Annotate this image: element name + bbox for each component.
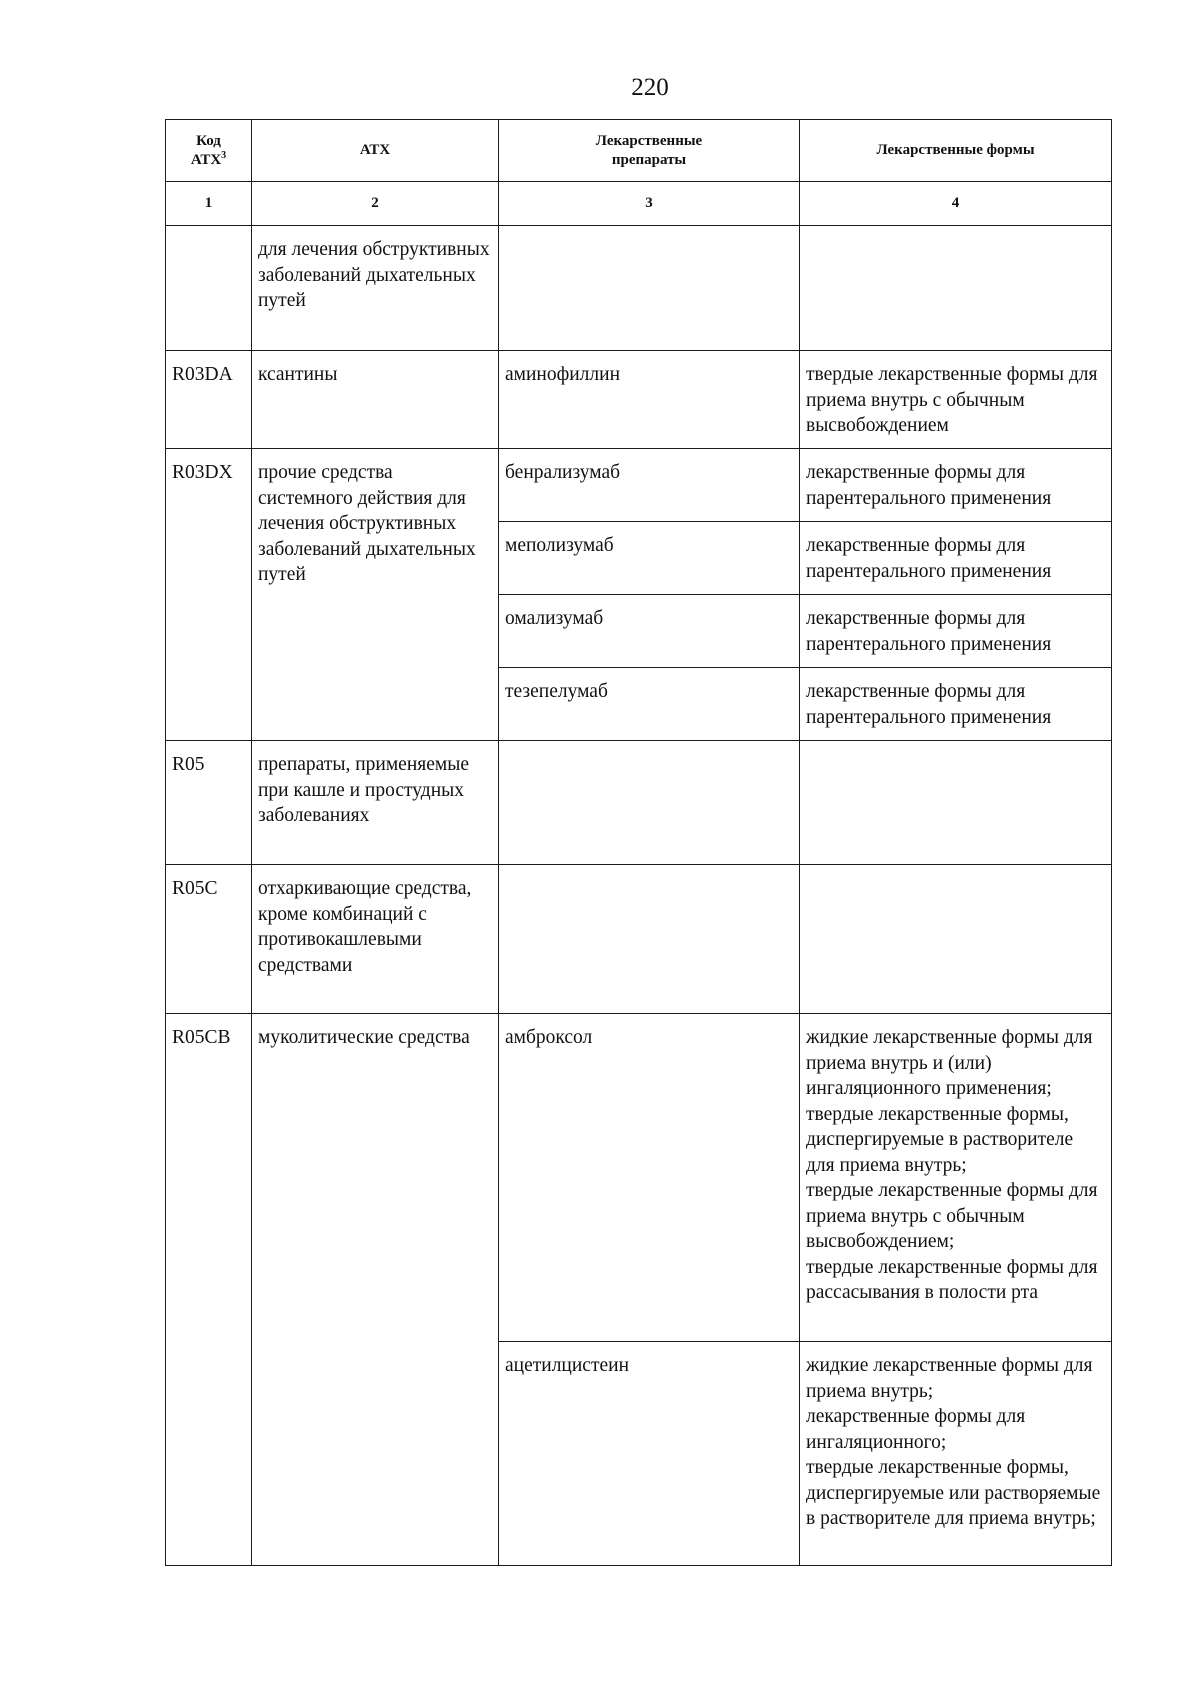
forms-cell xyxy=(800,1014,1112,1342)
form-entry: твердые лекарственные формы, диспергируемые или растворяемые в растворителе для приема внутрь; xyxy=(806,1457,1101,1529)
forms-cell: лекарственные формы для парентерального применения xyxy=(800,595,1112,668)
forms-cell xyxy=(800,1342,1112,1566)
drug-cell xyxy=(499,226,800,351)
drug-cell: ацетилцистеин xyxy=(499,1342,800,1566)
column-number-row xyxy=(166,182,1112,226)
header-atx: АТХ xyxy=(252,120,499,182)
drug-cell: меполизумаб xyxy=(499,522,800,595)
drug-cell: омализумаб xyxy=(499,595,800,668)
forms-cell: твердые лекарственные формы для приема внутрь с обычным высвобождением xyxy=(800,351,1112,449)
header-drugs-line2: препараты xyxy=(611,151,687,168)
form-entry: твердые лекарственные формы для приема внутрь с обычным высвобождением; xyxy=(806,1180,1098,1252)
column-number: 4 xyxy=(800,182,1112,226)
table-row xyxy=(166,865,1112,1014)
table-row xyxy=(166,226,1112,351)
column-number: 2 xyxy=(252,182,499,226)
column-number: 1 xyxy=(166,182,252,226)
forms-cell xyxy=(800,865,1112,1014)
atx-code-cell: R03DA xyxy=(166,351,252,449)
drug-cell: тезепелумаб xyxy=(499,668,800,741)
table-header-row xyxy=(166,120,1112,182)
drug-table xyxy=(165,119,1112,1566)
atx-code-cell xyxy=(166,226,252,351)
atx-name-cell: прочие средства системного действия для лечения обструктивных заболеваний дыхательных путей xyxy=(252,449,499,741)
atx-code-cell: R05C xyxy=(166,865,252,1014)
header-drugs-line1: Лекарственные xyxy=(595,132,703,149)
header-code-line1: Код xyxy=(196,132,221,149)
table-row xyxy=(166,449,1112,522)
drug-cell: аминофиллин xyxy=(499,351,800,449)
header-drugs xyxy=(499,120,800,182)
atx-name-cell: ксантины xyxy=(252,351,499,449)
header-code-footnote: 3 xyxy=(221,149,227,161)
table-row xyxy=(166,351,1112,449)
forms-cell: лекарственные формы для парентерального применения xyxy=(800,449,1112,522)
forms-cell xyxy=(800,741,1112,865)
atx-name-cell: отхаркивающие средства, кроме комбинаций с противокашлевыми средствами xyxy=(252,865,499,1014)
forms-cell: лекарственные формы для парентерального применения xyxy=(800,668,1112,741)
table-row xyxy=(166,741,1112,865)
atx-code-cell: R05 xyxy=(166,741,252,865)
header-code xyxy=(166,120,252,182)
form-entry: твердые лекарственные формы, диспергируемые в растворителе для приема внутрь; xyxy=(806,1103,1074,1176)
drug-cell xyxy=(499,741,800,865)
page-number: 220 xyxy=(631,74,669,101)
forms-cell: лекарственные формы для парентерального применения xyxy=(800,522,1112,595)
form-entry: твердые лекарственные формы для рассасывания в полости рта xyxy=(806,1256,1098,1303)
atx-name-cell: для лечения обструктивных заболеваний дыхательных путей xyxy=(252,226,499,351)
header-forms: Лекарственные формы xyxy=(800,120,1112,182)
form-entry: жидкие лекарственные формы для приема внутрь и (или) ингаляционного применения; xyxy=(806,1027,1093,1099)
atx-code-cell: R03DX xyxy=(166,449,252,741)
atx-name-cell: муколитические средства xyxy=(252,1014,499,1566)
atx-name-cell: препараты, применяемые при кашле и простудных заболеваниях xyxy=(252,741,499,865)
header-code-line2: АТХ xyxy=(190,151,222,168)
form-entry: лекарственные формы для ингаляционного; xyxy=(806,1406,1026,1453)
forms-cell xyxy=(800,226,1112,351)
drug-cell xyxy=(499,865,800,1014)
form-entry: жидкие лекарственные формы для приема внутрь; xyxy=(806,1355,1093,1402)
table-row xyxy=(166,1014,1112,1342)
drug-cell: бенрализумаб xyxy=(499,449,800,522)
column-number: 3 xyxy=(499,182,800,226)
drug-cell: амброксол xyxy=(499,1014,800,1342)
atx-code-cell: R05CB xyxy=(166,1014,252,1566)
